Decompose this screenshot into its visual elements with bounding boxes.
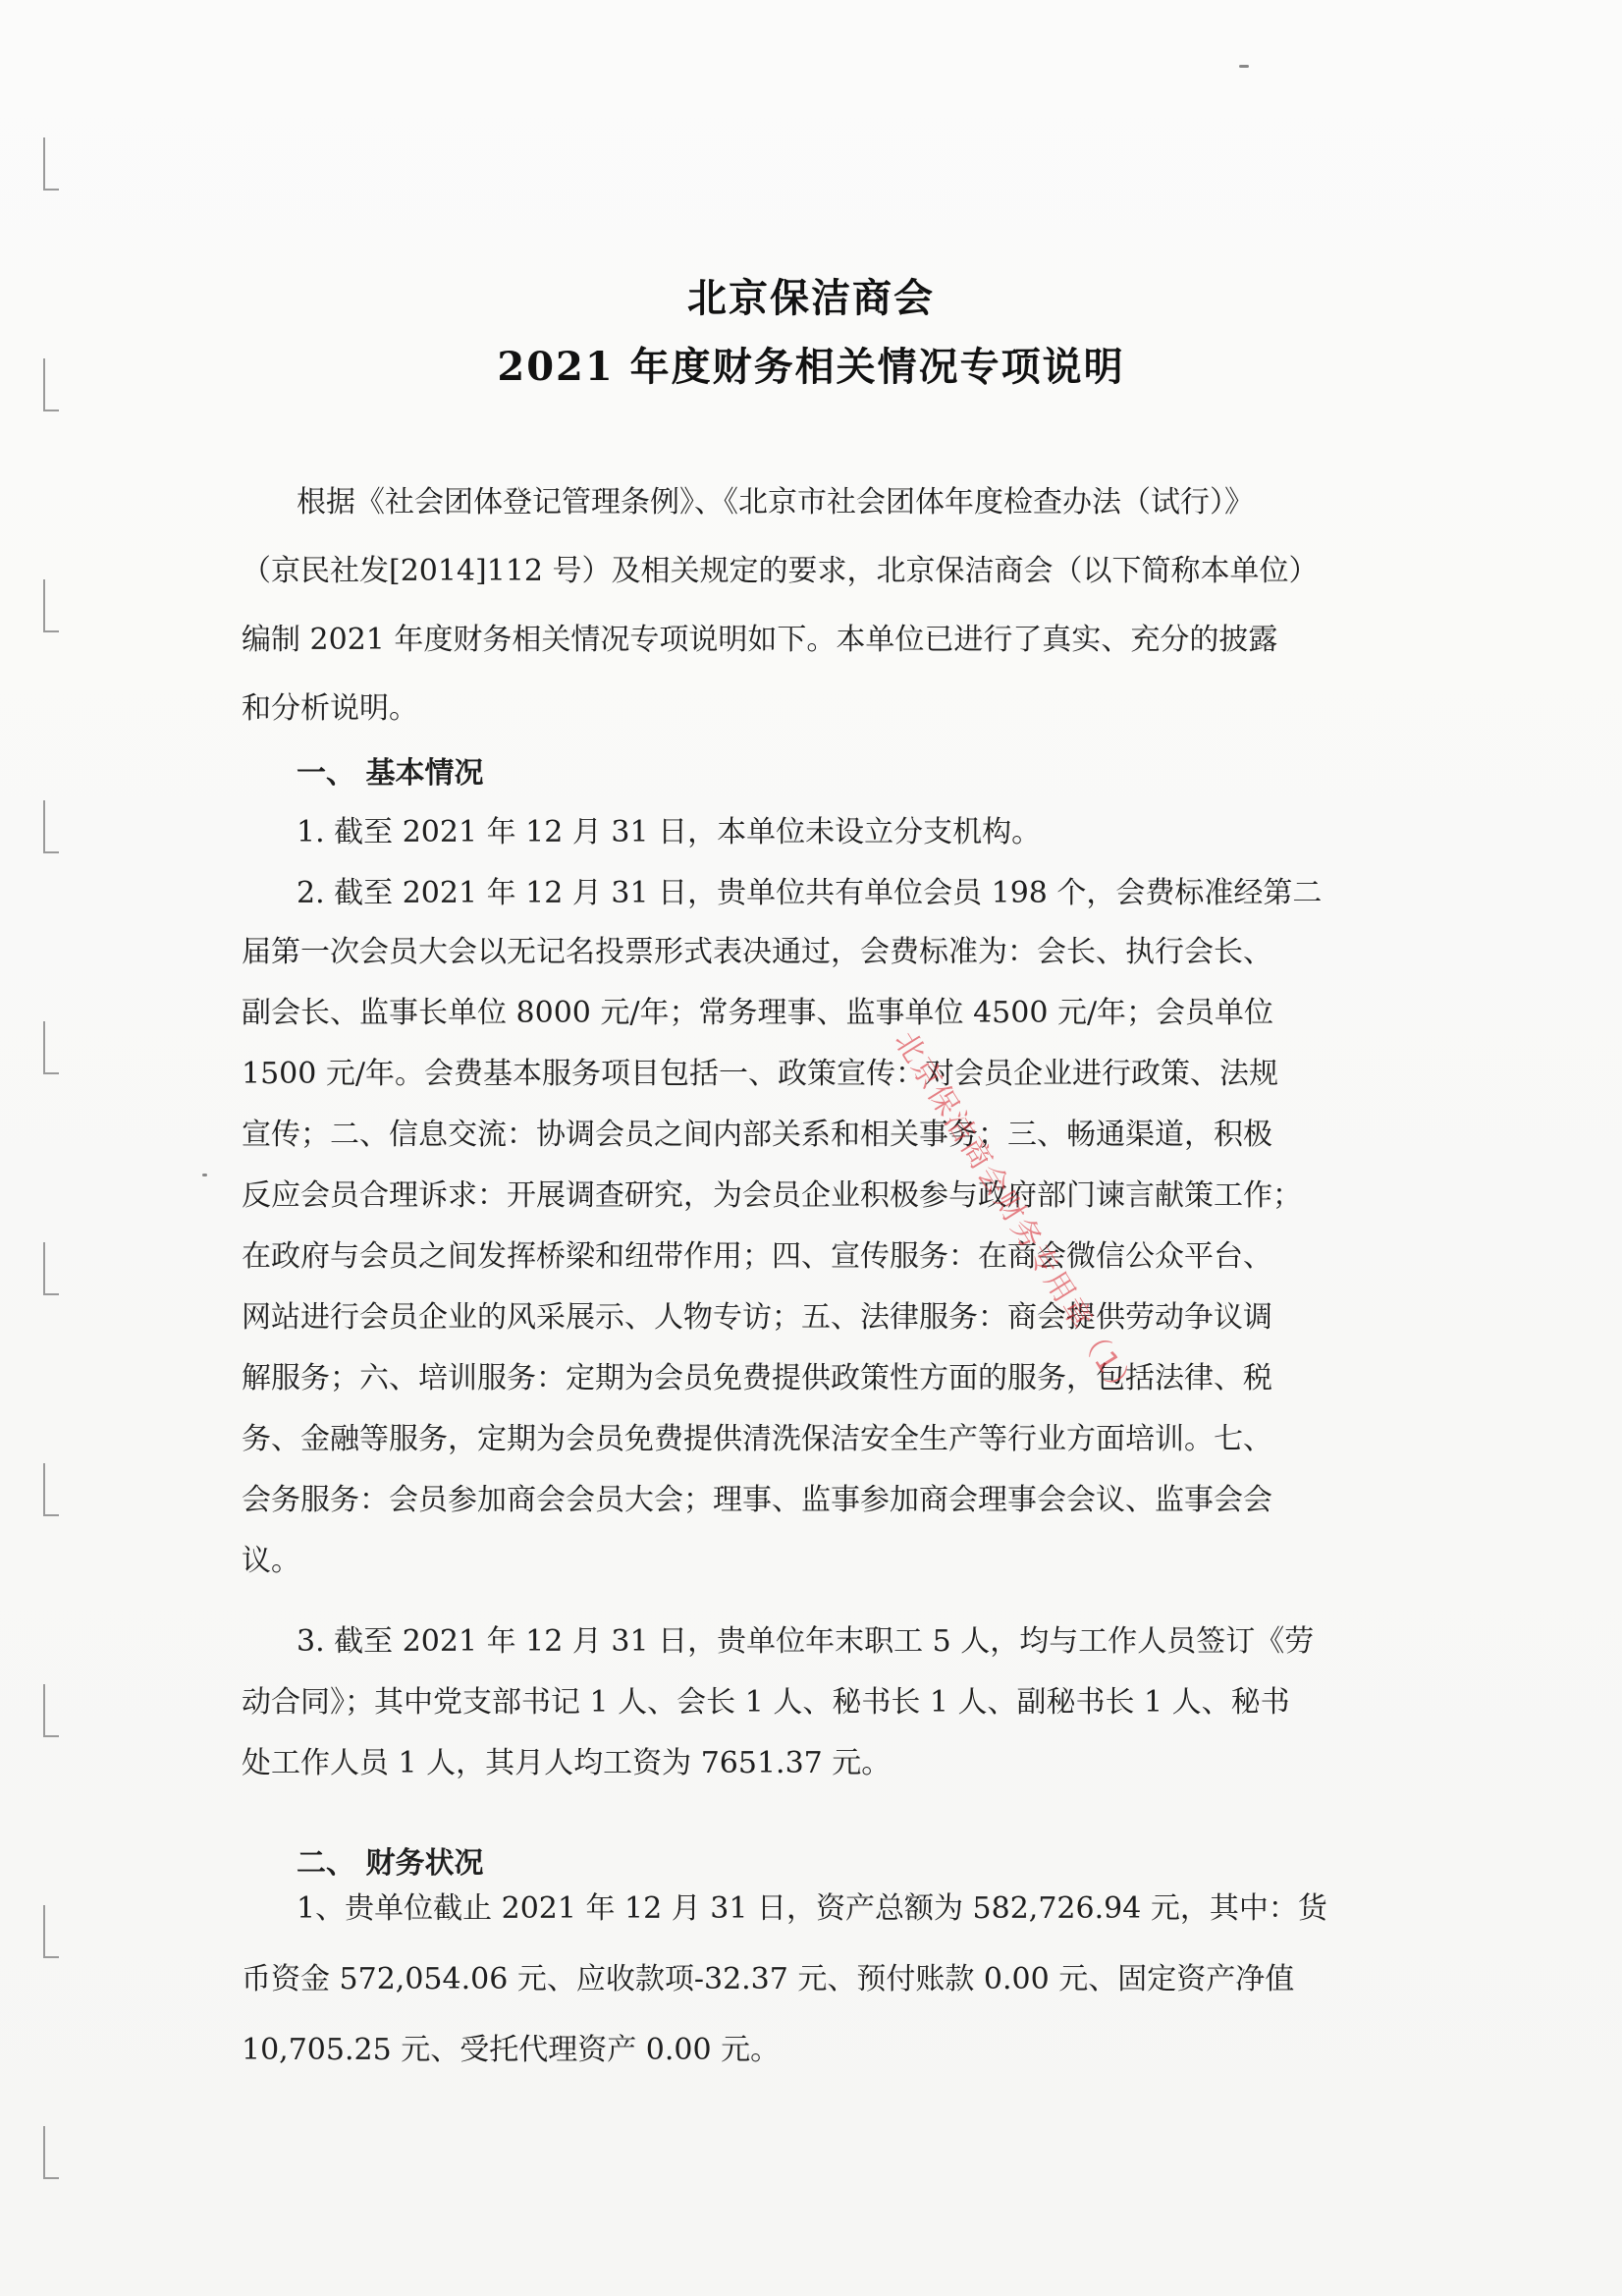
paragraph-line: 会务服务：会员参加商会会员大会；理事、监事参加商会理事会会议、监事会会 <box>242 1483 1272 1517</box>
paragraph-line: 3. 截至 2021 年 12 月 31 日，贵单位年末职工 5 人，均与工作人员签订《劳 <box>297 1624 1315 1659</box>
paragraph-line: 动合同》；其中党支部书记 1 人、会长 1 人、秘书长 1 人、副秘书长 1 人、秘书 <box>242 1685 1290 1720</box>
paragraph-line: 解服务；六、培训服务：定期为会员免费提供政策性方面的服务，包括法律、税 <box>242 1361 1272 1395</box>
paragraph-line: （京民社发[2014]112 号）及相关规定的要求，北京保洁商会（以下简称本单位） <box>242 554 1319 588</box>
paragraph-line: 反应会员合理诉求：开展调查研究，为会员企业积极参与政府部门谏言献策工作； <box>242 1178 1302 1213</box>
paragraph-line: 根据《社会团体登记管理条例》、《北京市社会团体年度检查办法（试行）》 <box>297 485 1254 519</box>
binding-mark <box>43 800 59 853</box>
paragraph-line: 处工作人员 1 人，其月人均工资为 7651.37 元。 <box>242 1746 892 1780</box>
paragraph-line: 届第一次会员大会以无记名投票形式表决通过，会费标准为：会长、执行会长、 <box>242 935 1272 969</box>
paragraph-line: 2. 截至 2021 年 12 月 31 日，贵单位共有单位会员 198 个，会费标准经第二 <box>297 876 1323 910</box>
paragraph-line: 1500 元/年。会费基本服务项目包括一、政策宣传：对会员企业进行政策、法规 <box>242 1057 1278 1091</box>
binding-mark <box>43 1684 59 1737</box>
paragraph-line: 和分析说明。 <box>242 691 418 726</box>
binding-mark <box>43 1463 59 1516</box>
seal-text: 北京保洁商会财务专用章（1） <box>887 1025 1144 1408</box>
paragraph-line: 议。 <box>242 1544 300 1578</box>
binding-mark <box>43 1905 59 1958</box>
paragraph-line: 编制 2021 年度财务相关情况专项说明如下。本单位已进行了真实、充分的披露 <box>242 623 1278 657</box>
paragraph-line: 1、贵单位截止 2021 年 12 月 31 日，资产总额为 582,726.94 元，其中：货 <box>297 1891 1327 1926</box>
paragraph-line: 务、金融等服务，定期为会员免费提供清洗保洁安全生产等行业方面培训。七、 <box>242 1422 1272 1456</box>
binding-mark <box>43 2126 59 2179</box>
paragraph-line: 宣传；二、信息交流：协调会员之间内部关系和相关事务；三、畅通渠道，积极 <box>242 1118 1272 1152</box>
binding-mark <box>43 137 59 191</box>
document-title: 北京保洁商会 <box>687 275 935 321</box>
paragraph-line: 网站进行会员企业的风采展示、人物专访；五、法律服务：商会提供劳动争议调 <box>242 1300 1272 1335</box>
paragraph-line: 副会长、监事长单位 8000 元/年；常务理事、监事单位 4500 元/年；会员单位 <box>242 996 1274 1030</box>
document-subtitle: 2021 年度财务相关情况专项说明 <box>497 344 1125 390</box>
section-heading: 二、 财务状况 <box>297 1846 484 1881</box>
binding-mark <box>43 579 59 632</box>
paragraph-line: 1. 截至 2021 年 12 月 31 日，本单位未设立分支机构。 <box>297 815 1042 849</box>
scan-speck <box>1239 65 1249 68</box>
binding-mark <box>43 1242 59 1295</box>
binding-mark <box>43 1021 59 1074</box>
paragraph-line: 在政府与会员之间发挥桥梁和纽带作用；四、宣传服务：在商会微信公众平台、 <box>242 1239 1272 1274</box>
section-heading: 一、 基本情况 <box>297 756 484 791</box>
scan-speck <box>202 1174 207 1176</box>
paragraph-line: 币资金 572,054.06 元、应收款项-32.37 元、预付账款 0.00 元、固定资产净值 <box>242 1962 1295 1996</box>
paragraph-line: 10,705.25 元、受托代理资产 0.00 元。 <box>242 2033 781 2067</box>
